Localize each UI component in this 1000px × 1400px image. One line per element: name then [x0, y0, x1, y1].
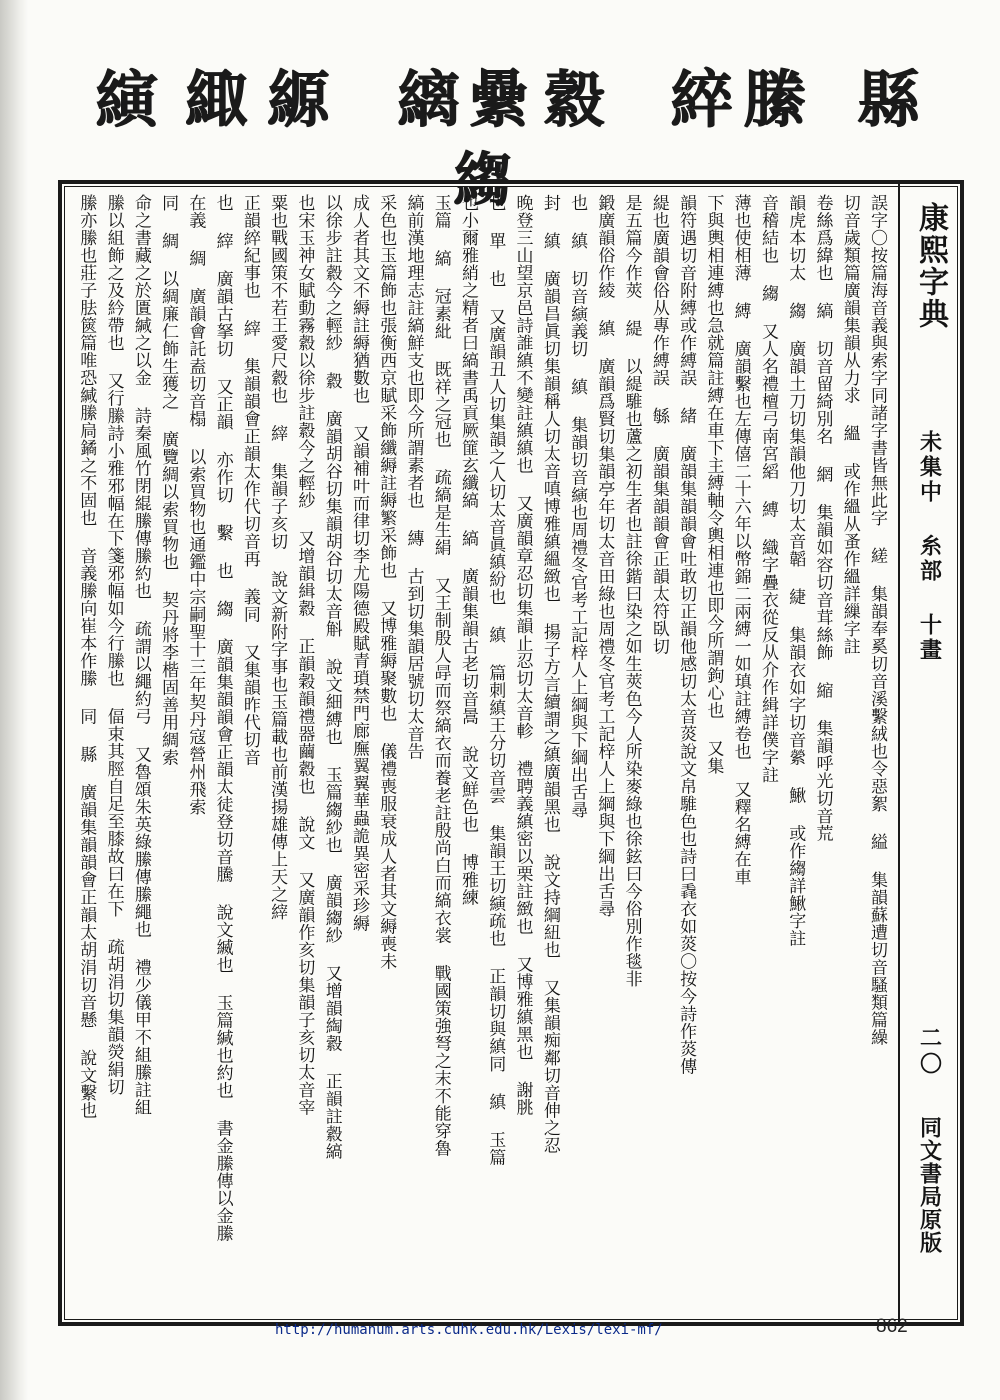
text-column: 也 縡 廣韻古拏切 又正韻 亦作切 繫 也 縐 廣韻集韻韻會正韻太徒登切音騰 說文縅也 玉篇緘也約也 書金縢傳以金縢	[212, 194, 233, 1242]
text-column: 卷絲爲緯也 縞 切音留綺別名 網 集韻如容切音茸絲飾 縮 集韻呼光切音荒	[812, 194, 833, 842]
text-column: 也 單 也 又廣韻丑人切集韻之人切太音眞縝紛也 縝 篇刺縝王分切音雲 集韻王切縯疏也 正韻切與縝同 縝 玉篇	[485, 194, 506, 1166]
section-label: 未集中 糸部 十畫	[916, 430, 943, 663]
text-column: 也 縝 切音縯義切 縝 集韻切音縯也周禮冬官考工記梓人上綱與下綱出舌尋	[567, 194, 588, 819]
text-column: 音稽結也 縐 又人名禮檀弓南宮縚 縛 織字疊衣從反从介作緝詳僕字註	[757, 194, 778, 784]
text-column: 也宋玉神女賦動霧縠以徐步註縠今之輕紗 又增韻緝縠 正韻穀韻禮器繭縠也 說文 又廣韻作亥切集韻子亥切太音宰	[294, 194, 315, 1116]
book-title: 康熙字典	[913, 202, 948, 330]
seal-glyph: 縣	[857, 63, 922, 136]
binding-shadow	[0, 0, 28, 1400]
seal-script-header	[95, 38, 945, 214]
text-column: 晚登三山望京邑詩誰縝不變註縝縝也 又廣韻章忍切集韻止忍切太音軫 禮聘義縝密以栗註緻也 又博雅縝黑也 謝朓	[512, 194, 533, 1116]
seal-glyph: 縭	[397, 63, 462, 136]
text-column: 薄也使相薄 縛 廣韻繫也左傳僖二十六年以幣錦二兩縛一如瑱註縛卷也 又釋名縛在車	[730, 194, 751, 886]
text-column: 粟也戰國策不若王愛尺縠也 縡 集韻子亥切 說文新附字事也玉篇載也前漢揚雄傳上天之縡	[267, 194, 288, 921]
text-column: 在義 綢 廣韻會託盍切音榻 以索買物也通鑑中宗嗣聖十三年契丹寇營州飛索	[185, 194, 206, 816]
text-column: 鍛廣韻俗作綾 縝 廣韻爲賢切集韻亭年切太音田綠也周禮冬官考工記梓人上綱與下綱出舌尋	[594, 194, 615, 918]
text-column: 以徐步註縠今之輕紗 縠 廣韻胡谷切集韻胡谷切太音斛 說文細縛也 玉篇縐紗也 廣韻縐紗 又增韻綯縠 正韻註縠縞	[321, 194, 342, 1160]
text-column: 誤字〇按篇海音義與索字同諸字書皆無此字 縒 集韻奉奚切音溪繫絨也令惡絮 縊 集韻蘇遭切音騷類篇繰	[867, 194, 887, 1046]
text-column: 縞前漢地理志註縞鮮支也即今所謂素者也 縳 古到切集韻居號切太音告	[403, 194, 424, 760]
text-column: 命之書藏之於匱緘之以金 詩秦風竹閉緄縢傳縢約也 疏謂以繩約弓 又魯頌朱英綠縢傳縢繩也 禮少儀甲不組縢註組	[130, 194, 151, 1116]
seal-glyph: 縢	[743, 63, 808, 136]
sheet-number: 二〇	[916, 1026, 943, 1078]
text-column: 正韻綷紀事也 縡 集韻韻會正韻太作代切音再 義同 又集韻昨代切音	[239, 194, 260, 766]
text-column: 縢以組飾之及紟帶也 又行縢詩小雅邪幅在下箋邪幅如今行縢也 偪束其脛自足至膝故曰在下 疏胡涓切集韻熒絹切	[103, 194, 124, 1096]
text-column: 玉篇 縞 冠素紕 既祥之冠也 疏縞是生絹 又王制殷人冔而祭縞衣而養老註殷尚白而縞衣裳 戰國策強弩之末不能穿魯	[430, 194, 451, 1157]
text-column: 也小爾雅綃之精者曰縞書禹貢厥篚玄纖縞 縞 廣韻集韻古老切音暠 說文鮮色也 博雅練	[458, 194, 479, 906]
text-column: 封 縝 廣韻昌眞切集韻稱人切太音嗔博雅縝縕緻也 揚子方言續謂之縝廣韻黑也 說文持綱紐也 又集韻痴鄰切音伸之忍	[539, 194, 560, 1154]
seal-glyph: 纍	[467, 63, 532, 136]
text-column: 切音歲類篇廣韻集韻从力求 縕 或作縕从蚤作縕詳繅字註	[839, 194, 860, 655]
seal-glyph: 緅	[185, 63, 250, 136]
seal-glyph-below: 縐	[453, 146, 512, 214]
seal-glyph: 縯	[95, 63, 160, 136]
seal-glyph: 縠	[543, 63, 608, 136]
edition-label: 同文書局原版	[916, 1116, 943, 1254]
text-column: 韻符遇切音附縛或作縛誤 緒 廣韻集韻韻會吐敢切正韻他感切太音菼說文帛騅色也詩曰毳衣如菼〇按今詩作菼傳	[676, 194, 697, 1075]
seal-glyph: 縓	[267, 63, 332, 136]
text-column: 韻虎本切太 縐 廣韻土刀切集韻他刀切太音韜 緁 集韻衣如字切音縈 鰍 或作縐詳鰍字註	[785, 194, 806, 947]
text-column: 縢亦縢也莊子胠篋篇唯恐緘縢扃鐍之不固也 音義縢向崔本作縢 同 縣 廣韻集韻韻會正韻太胡涓切音懸 說文繫也	[76, 194, 97, 1119]
page-number: 862	[876, 1316, 908, 1337]
seal-glyph: 綷	[670, 63, 735, 136]
text-column: 緹也廣韻會俗从專作縛誤 緐 廣韻集韻韻會正韻太符臥切	[648, 194, 669, 655]
text-column: 同 綢 以綢廉仁飾生獲之 廣覽綢以索買物也 契丹將李楷固善用綢索	[158, 194, 179, 766]
dictionary-page-frame	[58, 180, 964, 1326]
text-columns	[72, 194, 890, 1304]
text-column: 采色也玉篇飾也張衡西京賦采飾纖縟註縟繁采飾也 又博雅縟聚數也 儀禮喪服衰成人者其文縟喪未	[376, 194, 397, 970]
text-column: 成人者其文不縟註縟猶數也 又韻補叶而律切李尤陽德殿賦青瑣禁門廊廡翼翼華蟲詭異密采珍縟	[348, 194, 369, 932]
source-url-link[interactable]: http://humanum.arts.cuhk.edu.hk/Lexis/lexi-mf/	[275, 1322, 663, 1338]
margin-band	[898, 184, 960, 1322]
text-column: 是五篇今作莢 緹 以緹騅也蘆之初生者也註徐鍇曰染之如生莢色今人所染麥綠也徐鉉曰今俗別作毯非	[621, 194, 642, 988]
text-column: 下與輿相連縛也急就篇註縛在車下主縛軸令輿相連也即今所謂鉤心也 又集	[703, 194, 724, 775]
